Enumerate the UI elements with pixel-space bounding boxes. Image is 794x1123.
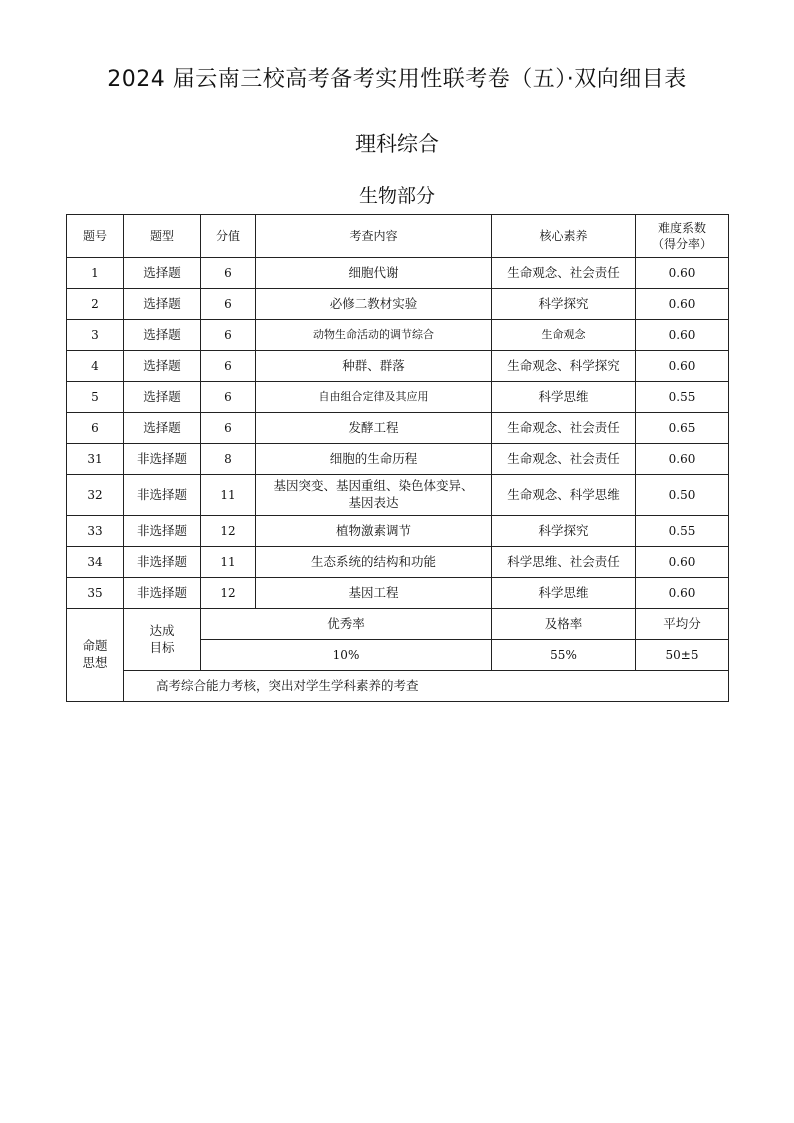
cell-score: 6 [201, 382, 256, 413]
document-subtitle: 理科综合 [355, 132, 439, 156]
cell-type: 选择题 [124, 413, 201, 444]
excellent-rate-label: 优秀率 [201, 609, 492, 640]
cell-literacy: 科学思维、社会责任 [492, 547, 636, 578]
cell-content: 植物激素调节 [256, 516, 492, 547]
cell-num: 3 [67, 320, 124, 351]
cell-type: 非选择题 [124, 547, 201, 578]
cell-literacy: 生命观念、社会责任 [492, 413, 636, 444]
cell-type: 选择题 [124, 320, 201, 351]
cell-literacy: 科学思维 [492, 578, 636, 609]
header-difficulty-line1: 难度系数 [658, 220, 707, 235]
cell-difficulty: 0.60 [636, 444, 729, 475]
table-header-row [67, 215, 729, 258]
cell-num: 6 [67, 413, 124, 444]
cell-content: 必修二教材实验 [256, 289, 492, 320]
table-row [67, 258, 729, 289]
average-score-value: 50±5 [636, 640, 729, 671]
specification-table [66, 214, 729, 702]
cell-literacy: 生命观念、社会责任 [492, 444, 636, 475]
cell-content: 生态系统的结构和功能 [256, 547, 492, 578]
table-row [67, 516, 729, 547]
cell-num: 5 [67, 382, 124, 413]
cell-difficulty: 0.60 [636, 289, 729, 320]
cell-literacy: 科学思维 [492, 382, 636, 413]
cell-type: 非选择题 [124, 516, 201, 547]
pass-rate-label: 及格率 [492, 609, 636, 640]
section-heading: 生物部分 [358, 185, 435, 207]
cell-score: 6 [201, 320, 256, 351]
target-label-line2: 目标 [149, 639, 175, 655]
cell-difficulty: 0.55 [636, 516, 729, 547]
document-title: 2024 届云南三校高考备考实用性联考卷（五）·双向细目表 [107, 67, 687, 92]
cell-literacy: 科学探究 [492, 516, 636, 547]
table-row [67, 413, 729, 444]
cell-content: 种群、群落 [256, 351, 492, 382]
table-row [67, 382, 729, 413]
cell-literacy: 科学探究 [492, 289, 636, 320]
idea-row [67, 671, 729, 702]
cell-content: 动物生命活动的调节综合 [256, 320, 492, 351]
proposition-label-line2: 思想 [82, 655, 108, 670]
cell-num: 31 [67, 444, 124, 475]
cell-content-line1: 基因突变、基因重组、染色体变异、 [273, 478, 474, 494]
cell-difficulty: 0.60 [636, 547, 729, 578]
cell-type: 选择题 [124, 289, 201, 320]
cell-num: 33 [67, 516, 124, 547]
table-row [67, 444, 729, 475]
cell-score: 11 [201, 547, 256, 578]
cell-literacy: 生命观念 [492, 320, 636, 351]
cell-type: 非选择题 [124, 444, 201, 475]
header-difficulty [636, 215, 729, 258]
cell-difficulty: 0.60 [636, 351, 729, 382]
cell-type: 非选择题 [124, 578, 201, 609]
cell-type: 非选择题 [124, 475, 201, 516]
cell-difficulty: 0.65 [636, 413, 729, 444]
cell-score: 6 [201, 413, 256, 444]
cell-num: 35 [67, 578, 124, 609]
table-row [67, 578, 729, 609]
cell-content [256, 475, 492, 516]
cell-content: 基因工程 [256, 578, 492, 609]
header-literacy: 核心素养 [492, 215, 636, 258]
cell-num: 32 [67, 475, 124, 516]
header-score: 分值 [201, 215, 256, 258]
table-row [67, 475, 729, 516]
cell-score: 6 [201, 289, 256, 320]
proposition-label-line1: 命题 [82, 638, 108, 654]
cell-content: 自由组合定律及其应用 [256, 382, 492, 413]
cell-type: 选择题 [124, 351, 201, 382]
cell-difficulty: 0.60 [636, 258, 729, 289]
cell-difficulty: 0.60 [636, 578, 729, 609]
cell-content-line2: 基因表达 [348, 495, 399, 510]
cell-score: 11 [201, 475, 256, 516]
cell-difficulty: 0.55 [636, 382, 729, 413]
cell-type: 选择题 [124, 258, 201, 289]
header-difficulty-line2: （得分率） [652, 237, 713, 251]
cell-score: 8 [201, 444, 256, 475]
target-label-line1: 达成 [149, 622, 175, 638]
cell-score: 6 [201, 351, 256, 382]
cell-literacy: 生命观念、社会责任 [492, 258, 636, 289]
table-row [67, 320, 729, 351]
header-type: 题型 [124, 215, 201, 258]
cell-num: 2 [67, 289, 124, 320]
cell-score: 6 [201, 258, 256, 289]
cell-difficulty: 0.60 [636, 320, 729, 351]
table-row [67, 547, 729, 578]
cell-content: 细胞代谢 [256, 258, 492, 289]
cell-content: 细胞的生命历程 [256, 444, 492, 475]
cell-difficulty: 0.50 [636, 475, 729, 516]
proposition-idea-label [67, 609, 124, 702]
cell-num: 34 [67, 547, 124, 578]
proposition-idea-text: 高考综合能力考核，突出对学生学科素养的考查 [124, 671, 729, 702]
cell-num: 1 [67, 258, 124, 289]
cell-literacy: 生命观念、科学思维 [492, 475, 636, 516]
cell-literacy: 生命观念、科学探究 [492, 351, 636, 382]
excellent-rate-value: 10% [201, 640, 492, 671]
cell-type: 选择题 [124, 382, 201, 413]
cell-score: 12 [201, 578, 256, 609]
table-row [67, 289, 729, 320]
cell-score: 12 [201, 516, 256, 547]
cell-num: 4 [67, 351, 124, 382]
table-row [67, 351, 729, 382]
header-num: 题号 [67, 215, 124, 258]
cell-content: 发酵工程 [256, 413, 492, 444]
header-content: 考查内容 [256, 215, 492, 258]
average-score-label: 平均分 [636, 609, 729, 640]
target-header-row [67, 609, 729, 640]
target-label [124, 609, 201, 671]
pass-rate-value: 55% [492, 640, 636, 671]
